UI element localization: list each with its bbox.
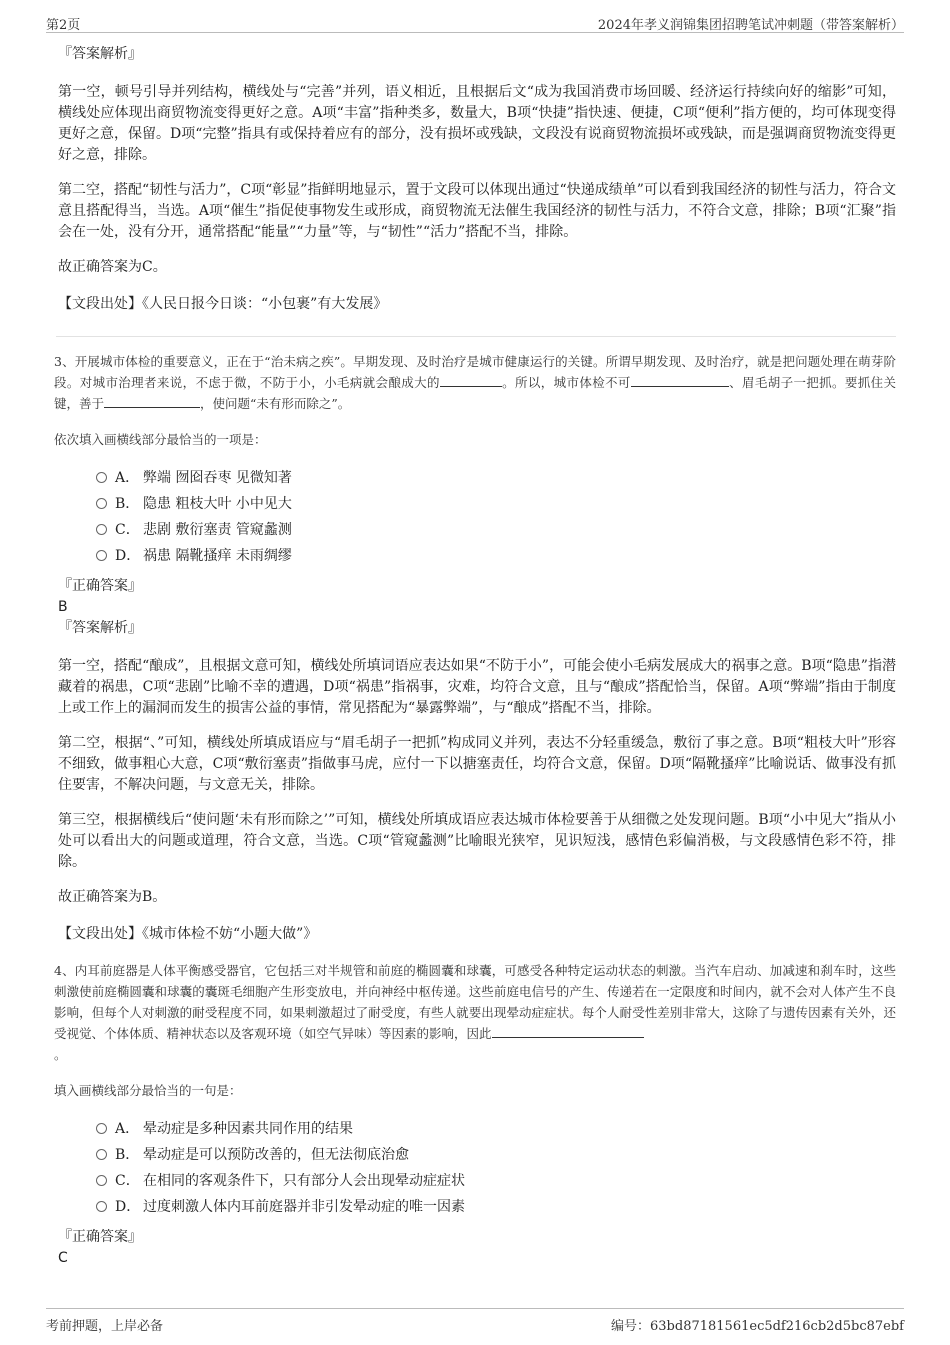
question-text-part: 4、内耳前庭器是人体平衡感受器官，它包括三对半规管和前庭的椭圆囊和球囊，可感受各种特定运动状态的刺激。当汽车启动、加减速和刹车时，这些刺激使前庭椭圆囊和球囊的囊斑毛细胞产生形变放电，并向神经中枢传递。这些前庭电信号的产生、传递若在一定限度和时间内，就不会对人体产生不良影响，但每个人对刺激的耐受程度不同，如果刺激超过了耐受度，有些人就要出现晕动症症状。每个人耐受性差别非常大，这除了与遗传因素有关外，还受视觉、个体体质、精神状态以及客观环境（如空气异味）等因素的影响，因此 xyxy=(54,963,896,1041)
option-text: 晕动症是多种因素共同作用的结果 xyxy=(143,1121,353,1137)
source-citation: 【文段出处】《城市体检不妨“小题大做”》 xyxy=(58,926,318,942)
question-text-part: 、眉毛胡子一把抓。要抓住关键，善于 xyxy=(54,375,896,411)
source-citation: 【文段出处】《人民日报今日谈：“小包裹”有大发展》 xyxy=(58,296,388,312)
footer-slogan: 考前押题，上岸必备 xyxy=(46,1319,164,1334)
option-text: 晕动症是可以预防改善的，但无法彻底治愈 xyxy=(143,1147,409,1163)
page-header xyxy=(46,12,904,33)
option-letter: A． xyxy=(115,1121,140,1137)
radio-icon[interactable] xyxy=(96,1175,107,1186)
analysis-paragraph: 第一空，顿号引导并列结构，横线处与“完善”并列，语义相近，且根据后文“成为我国消费市场回暖、经济运行持续向好的缩影”可知，横线处应体现出商贸物流变得更好之意。A项“丰富”指种类多，数量大，B项“快捷”指快速、便捷，C项“便利”指方便的，均可体现变得更好之意，保留。D项“完整”指具有或保持着应有的部分，没有损坏或残缺，文段没有说商贸物流损坏或残缺，而是强调商贸物流变得更好之意，排除。 xyxy=(58,84,896,163)
option-text: 在相同的客观条件下，只有部分人会出现晕动症症状 xyxy=(143,1173,465,1189)
answer-label: 『正确答案』 xyxy=(58,578,142,594)
analysis-label: 『答案解析』 xyxy=(58,620,142,636)
fill-blank xyxy=(440,372,502,387)
correct-answer: B xyxy=(58,599,68,615)
analysis-label: 『答案解析』 xyxy=(58,46,142,62)
option-letter: A． xyxy=(115,470,140,486)
document-serial: 编号：63bd87181561ec5df216cb2d5bc87ebf xyxy=(611,1319,904,1334)
option-c[interactable] xyxy=(96,1167,896,1193)
option-list xyxy=(96,1115,896,1219)
option-text: 过度刺激人体内耳前庭器并非引发晕动症的唯一因素 xyxy=(143,1199,465,1215)
question-prompt: 填入画横线部分最恰当的一句是： xyxy=(54,1083,242,1098)
option-letter: C． xyxy=(115,522,140,538)
question-text-part: 。 xyxy=(54,1047,67,1062)
page-footer xyxy=(46,1308,904,1335)
option-d[interactable] xyxy=(96,542,896,568)
radio-icon[interactable] xyxy=(96,550,107,561)
option-letter: C． xyxy=(115,1173,140,1189)
radio-icon[interactable] xyxy=(96,472,107,483)
option-letter: B． xyxy=(115,496,140,512)
option-a[interactable] xyxy=(96,464,896,490)
analysis-conclusion: 故正确答案为C。 xyxy=(58,259,167,275)
option-letter: D． xyxy=(115,548,141,564)
option-text: 弊端 囫囵吞枣 见微知著 xyxy=(143,470,292,486)
option-c[interactable] xyxy=(96,516,896,542)
option-text: 祸患 隔靴搔痒 未雨绸缪 xyxy=(143,548,292,564)
fill-blank xyxy=(104,393,200,408)
option-letter: B． xyxy=(115,1147,140,1163)
question-text-part: ，使问题“未有形而除之”。 xyxy=(200,396,351,411)
page-content xyxy=(56,42,896,1267)
analysis-conclusion: 故正确答案为B。 xyxy=(58,889,167,905)
radio-icon[interactable] xyxy=(96,524,107,535)
option-b[interactable] xyxy=(96,490,896,516)
option-text: 隐患 粗枝大叶 小中见大 xyxy=(143,496,292,512)
question-text xyxy=(54,960,896,1065)
option-list xyxy=(96,464,896,568)
question-prompt: 依次填入画横线部分最恰当的一项是： xyxy=(54,432,267,447)
fill-blank xyxy=(492,1023,644,1038)
section-divider xyxy=(56,336,896,337)
radio-icon[interactable] xyxy=(96,1149,107,1160)
page-number: 第2页 xyxy=(46,18,81,33)
radio-icon[interactable] xyxy=(96,1201,107,1212)
question-text xyxy=(54,351,896,414)
option-letter: D． xyxy=(115,1199,141,1215)
analysis-paragraph: 第二空，根据“、”可知，横线处所填成语应与“眉毛胡子一把抓”构成同义并列，表达不分轻重缓急，敷衍了事之意。B项“粗枝大叶”形容不细致，做事粗心大意，C项“敷衍塞责”指做事马虎，应付一下以搪塞责任，均符合文意，保留。D项“隔靴搔痒”比喻说话、做事没有抓住要害，不解决问题，与文意无关，排除。 xyxy=(58,735,896,793)
question-text-part: 3、开展城市体检的重要意义，正在于“治未病之疾”。早期发现、及时治疗是城市健康运行的关键。所谓早期发现、及时治疗，就是把问题处理在萌芽阶段。对城市治理者来说，不虑于微，不防于小，小毛病就会酿成大的 xyxy=(54,354,896,390)
radio-icon[interactable] xyxy=(96,1123,107,1134)
document-title: 2024年孝义润锦集团招聘笔试冲刺题（带答案解析） xyxy=(597,18,904,33)
option-a[interactable] xyxy=(96,1115,896,1141)
analysis-paragraph: 第三空，根据横线后“使问题‘未有形而除之’”可知，横线处所填成语应表达城市体检要善于从细微之处发现问题。B项“小中见大”指从小处可以看出大的问题或道理，符合文意，当选。C项“管窥蠡测”比喻眼光狭窄，见识短浅，感情色彩偏消极，与文段感情色彩不符，排除。 xyxy=(58,812,896,870)
radio-icon[interactable] xyxy=(96,498,107,509)
analysis-paragraph: 第一空，搭配“酿成”，且根据文意可知，横线处所填词语应表达如果“不防于小”，可能会使小毛病发展成大的祸事之意。B项“隐患”指潜藏着的祸患，C项“悲剧”比喻不幸的遭遇，D项“祸患”指祸事，灾难，均符合文意，且与“酿成”搭配恰当，保留。A项“弊端”指由于制度上或工作上的漏洞而发生的损害公益的事情，常见搭配为“暴露弊端”，与“酿成”搭配不当，排除。 xyxy=(58,658,896,716)
analysis-paragraph: 第二空，搭配“韧性与活力”，C项“彰显”指鲜明地显示，置于文段可以体现出通过“快递成绩单”可以看到我国经济的韧性与活力，符合文意且搭配得当，当选。A项“催生”指促使事物发生或形成，商贸物流无法催生我国经济的韧性与活力，不符合文意，排除；B项“汇聚”指会在一处，没有分开，通常搭配“能量”“力量”等，与“韧性”“活力”搭配不当，排除。 xyxy=(58,182,896,240)
question-text-part: 。所以，城市体检不可 xyxy=(501,375,631,390)
option-b[interactable] xyxy=(96,1141,896,1167)
option-text: 悲剧 敷衍塞责 管窥蠡测 xyxy=(143,522,292,538)
fill-blank xyxy=(631,372,729,387)
option-d[interactable] xyxy=(96,1193,896,1219)
correct-answer: C xyxy=(58,1250,68,1266)
answer-label: 『正确答案』 xyxy=(58,1229,142,1245)
